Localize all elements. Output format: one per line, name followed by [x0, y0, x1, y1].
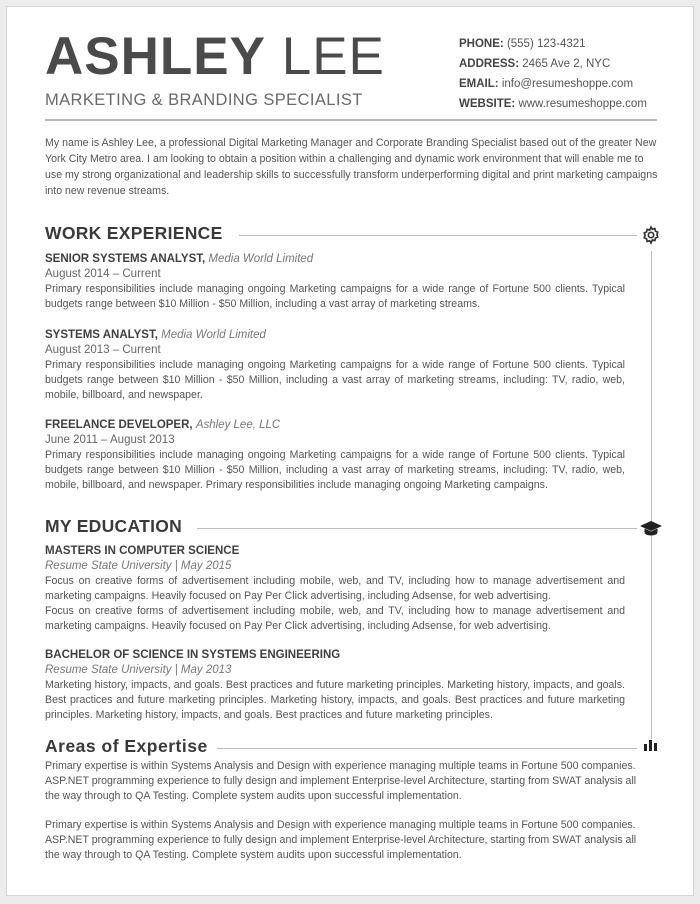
- contact-value: 2465 Ave 2, NYC: [522, 58, 611, 70]
- job-title: FREELANCE DEVELOPER,: [45, 419, 193, 431]
- job-heading: [45, 252, 625, 267]
- expertise-paragraph: [45, 759, 645, 804]
- gear-icon: [641, 225, 661, 250]
- contact-value: (555) 123-4321: [506, 38, 586, 50]
- contact-website: [459, 94, 647, 114]
- job-description: Primary responsibilities include managing ongoing Marketing campaigns for a wide range of Fortune 500 clients. Typical budgets range between $10 Million - $50 Million, including a vast array of marketing streams.: [45, 283, 625, 310]
- job-description: Primary responsibilities include managing ongoing Marketing campaigns for a wide range of Fortune 500 clients. Typical budgets range between $10 Million - $50 Million, including a vast array of marketing streams, including: TV, radio, web, mobile, billboard, and newspaper. Primary responsibilities include managing ongoing Marketing campaigns.: [45, 449, 625, 491]
- work-entry: [45, 418, 625, 493]
- header-divider: [45, 119, 657, 121]
- contact-label: WEBSITE:: [459, 98, 516, 110]
- work-entry: [45, 252, 625, 312]
- job-date: August 2014 – Current: [45, 268, 161, 280]
- company-name: Ashley Lee, LLC: [195, 419, 281, 431]
- contact-email: [459, 74, 647, 94]
- job-heading: [45, 328, 625, 343]
- resume-page: [6, 6, 694, 896]
- section-title-expertise: Areas of Expertise: [45, 736, 208, 756]
- school-date: Resume State University | May 2015: [45, 560, 232, 572]
- graduation-cap-icon: [639, 519, 663, 542]
- contact-phone: [459, 34, 647, 54]
- candidate-name: [45, 27, 385, 87]
- degree-description: [45, 574, 625, 634]
- job-title: MARKETING & BRANDING SPECIALIST: [45, 91, 363, 109]
- description-paragraph: Marketing history, impacts, and goals. Best practices and future marketing principles. Marketing history, impacts, and goals. Best practices and future marketing principles. Marketing history, impacts, and goals. Best practices and future marketing principles. Marketing history, impacts, and goals. Best practices and future marketing principles.: [45, 679, 625, 721]
- contact-label: EMAIL:: [459, 78, 499, 90]
- summary-paragraph: My name is Ashley Lee, a professional Digital Marketing Manager and Corporate Branding Specialist based out of the greater New York City Metro area. I am looking to obtain a position within a challenging and dynamic work environment that will enable me to use my strong organizational and leadership skills to successfully transform underperforming digital and print marketing campaigns into new revenue streams.: [45, 137, 658, 197]
- degree-heading: [45, 648, 625, 663]
- job-date: June 2011 – August 2013: [45, 434, 175, 446]
- description-paragraph: Focus on creative forms of advertisement including mobile, web, and TV, including how to manage advertisement and marketing campaigns. Heavily focused on Pay Per Click advertising, including Adsense, for web advertising.: [45, 575, 625, 602]
- contact-value: info@resumeshoppe.com: [501, 78, 634, 90]
- company-name: Media World Limited: [161, 329, 266, 341]
- company-name: Media World Limited: [208, 253, 314, 265]
- first-name: ASHLEY: [45, 27, 266, 86]
- bar-chart-icon: [643, 738, 659, 757]
- timeline-line: [651, 251, 652, 523]
- expertise-text: Primary expertise is within Systems Analysis and Design with experience managing multiple teams in Fortune 500 companies. ASP.NET programming experience to fully design and implement Enterprise-level Architecture, starting from SWAT analysis all the way through to QA Testing. Complete system audits upon successful implementation.: [45, 819, 637, 861]
- expertise-paragraph: [45, 818, 645, 863]
- degree-name: BACHELOR OF SCIENCE IN SYSTEMS ENGINEERING: [45, 649, 341, 661]
- education-entry: [45, 648, 625, 723]
- work-entry: [45, 328, 625, 403]
- contact-value: www.resumeshoppe.com: [518, 98, 647, 110]
- contact-label: PHONE:: [459, 38, 504, 50]
- section-divider: [217, 748, 637, 749]
- section-divider: [239, 235, 637, 236]
- section-title-work: WORK EXPERIENCE: [45, 223, 223, 243]
- contact-block: [459, 34, 647, 114]
- job-title: SYSTEMS ANALYST,: [45, 329, 158, 341]
- section-title-education: MY EDUCATION: [45, 516, 183, 536]
- degree-description: [45, 678, 625, 723]
- degree-name: MASTERS IN COMPUTER SCIENCE: [45, 545, 240, 557]
- last-name: LEE: [281, 27, 385, 86]
- job-date: August 2013 – Current: [45, 344, 161, 356]
- contact-address: [459, 54, 647, 74]
- degree-heading: [45, 544, 625, 559]
- school-date: Resume State University | May 2013: [45, 664, 232, 676]
- expertise-text: Primary expertise is within Systems Analysis and Design with experience managing multiple teams in Fortune 500 companies. ASP.NET programming experience to fully design and implement Enterprise-level Architecture, starting from SWAT analysis all the way through to QA Testing. Complete system audits upon successful implementation.: [45, 760, 637, 802]
- job-description: Primary responsibilities include managing ongoing Marketing campaigns for a wide range of Fortune 500 clients. Typical budgets range between $10 Million - $50 Million, including a vast array of marketing streams, including: TV, radio, web, mobile, billboard, and newspaper.: [45, 359, 625, 401]
- job-title: SENIOR SYSTEMS ANALYST,: [45, 253, 206, 265]
- timeline-line: [651, 535, 652, 739]
- contact-label: ADDRESS:: [459, 58, 520, 70]
- section-divider: [197, 528, 637, 529]
- job-heading: [45, 418, 625, 433]
- education-entry: [45, 544, 625, 634]
- description-paragraph: Focus on creative forms of advertisement including mobile, web, and TV, including how to manage advertisement and marketing campaigns. Heavily focused on Pay Per Click advertising, including Adsense, for web advertising.: [45, 605, 625, 632]
